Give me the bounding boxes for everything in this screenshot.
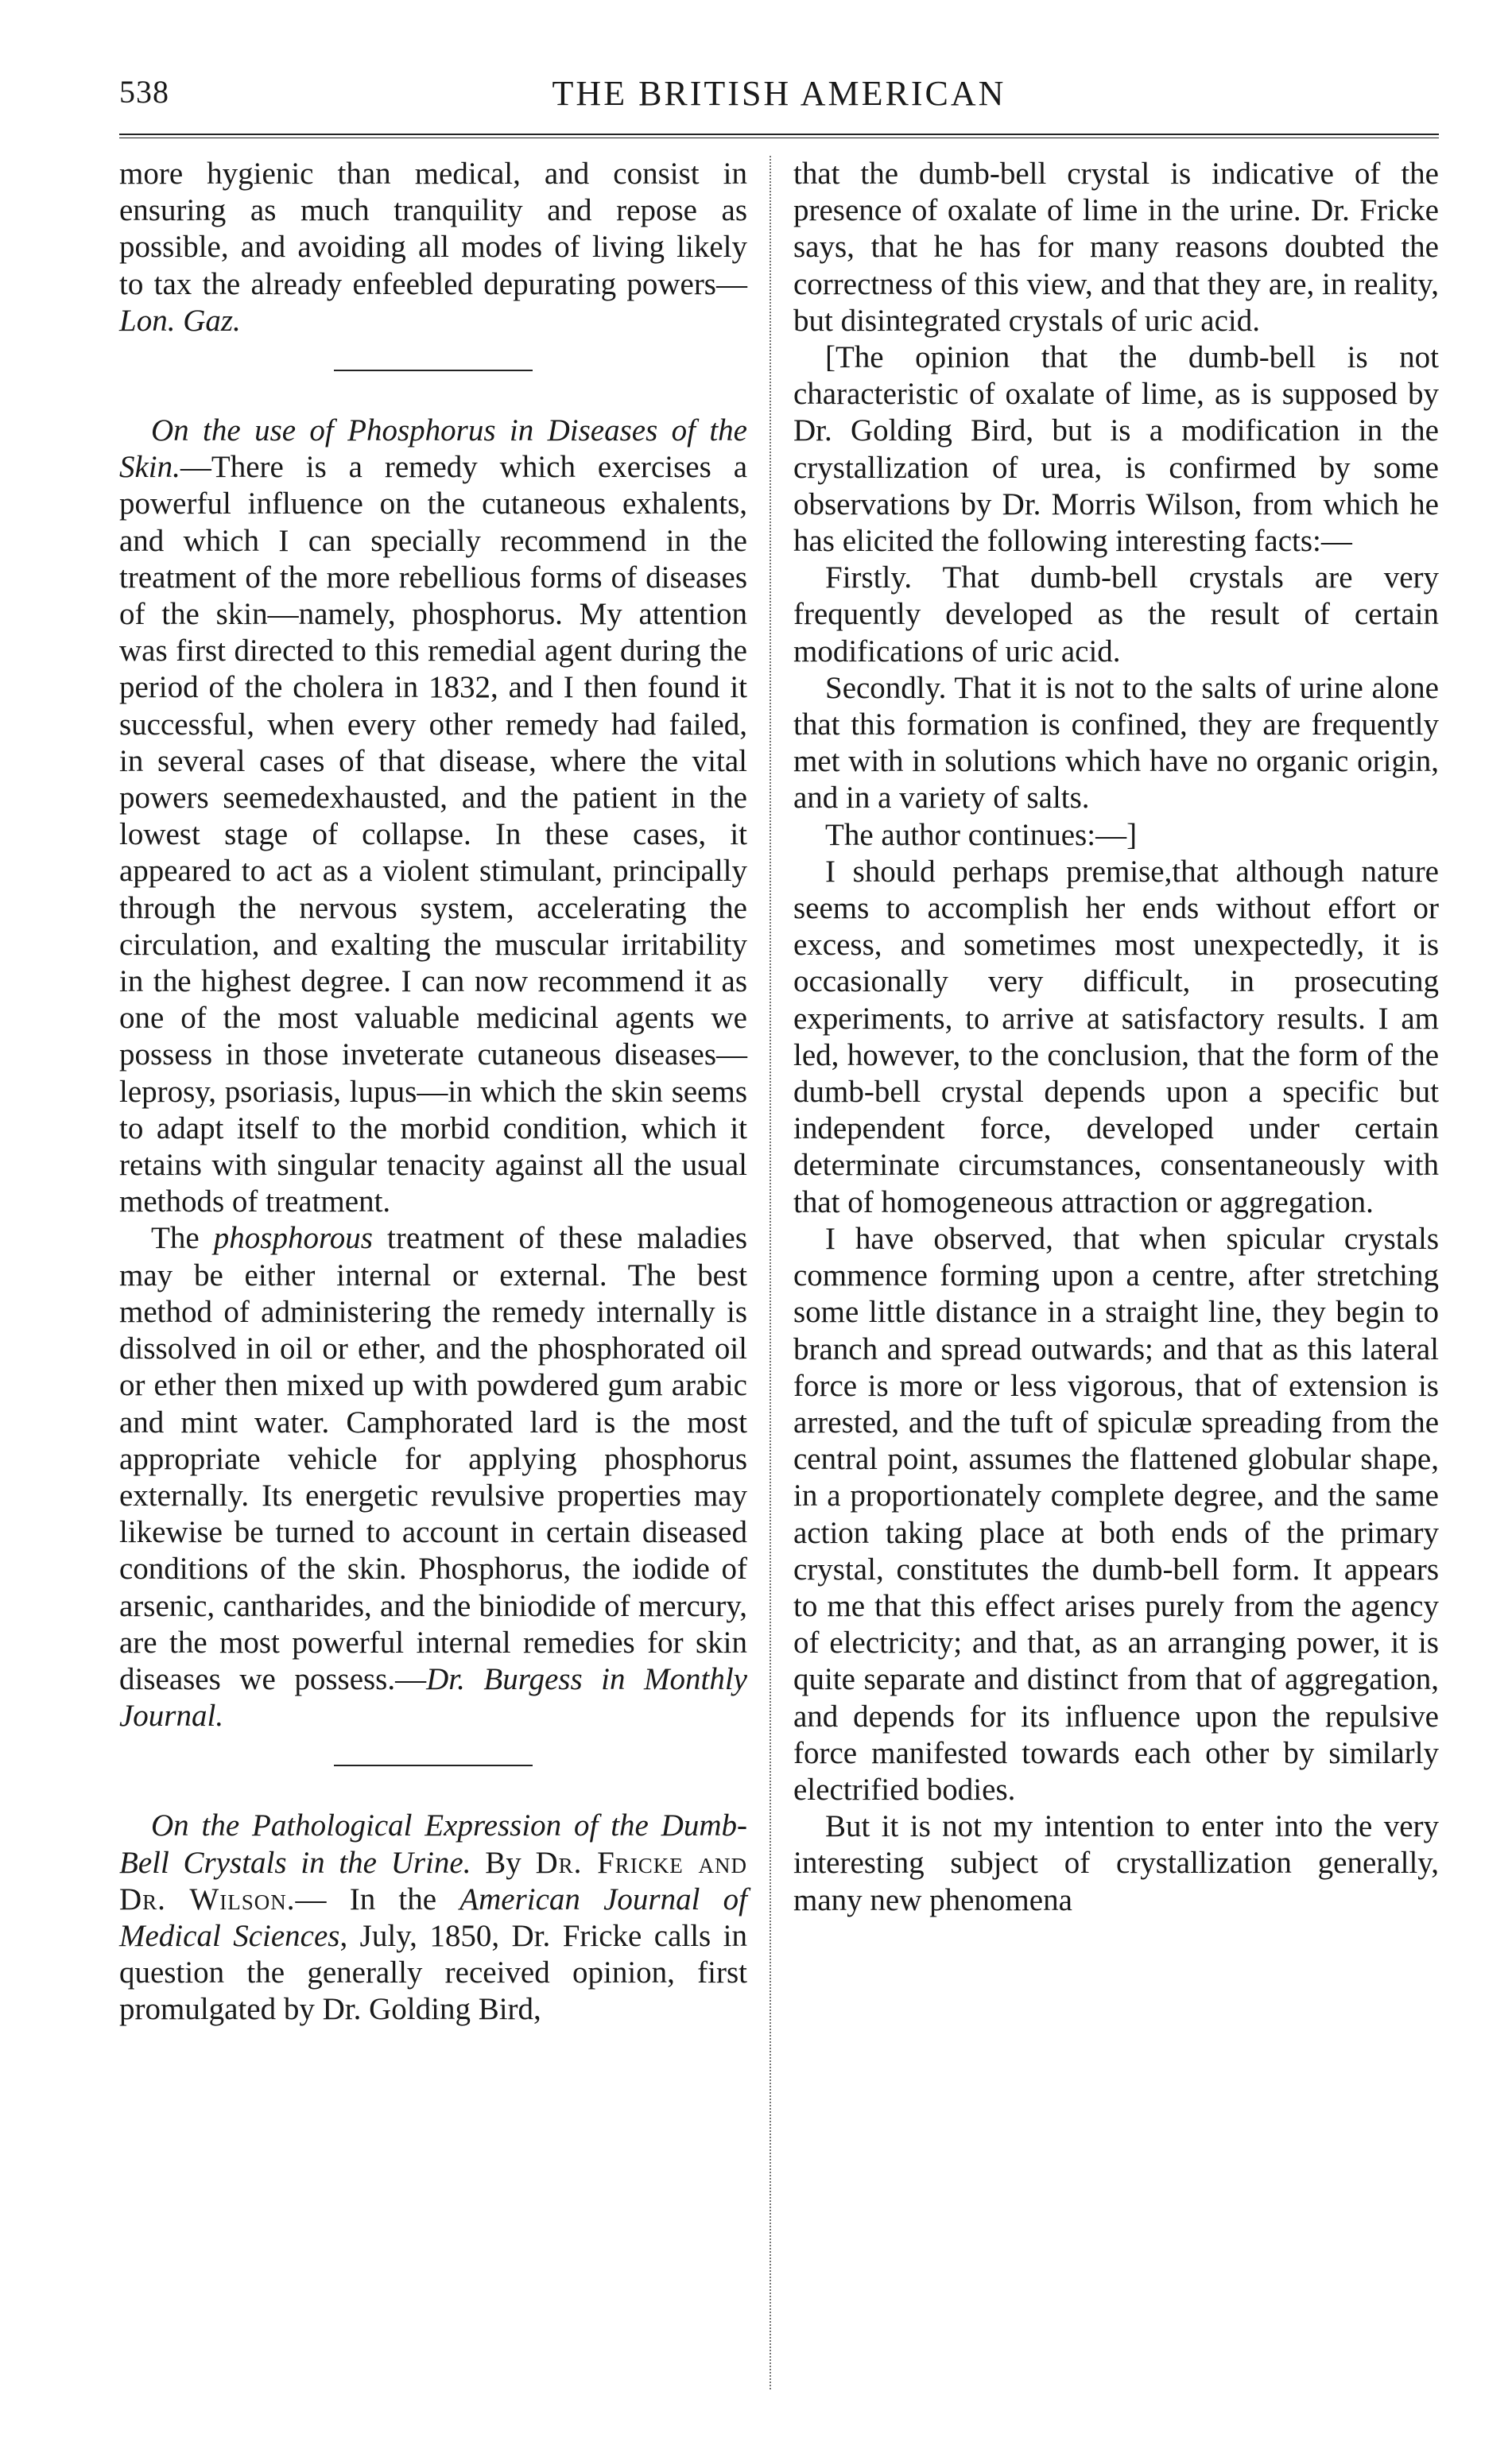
phosphorus-source: Dr. Burgess in Monthly Journal. — [119, 1661, 747, 1734]
right-paragraph-3: Firstly. That dumb-bell crystals are very frequently developed as the result of certain modifications of uric acid. — [793, 560, 1439, 669]
dumbbell-authors: Dr. Fricke and Dr. Wilson. — [119, 1845, 747, 1916]
dumbbell-article-title: On the Pathological Expression of the Dumb-Bell Crystals in the Urine. — [119, 1808, 747, 1880]
phosphorus-p2-text: treatment of these maladies may be either internal or external. The best method of administering the remedy internally is dissolved in oil or ether, and the phosphorated oil or ether then mixed up with powdered gum arabic and mint water. Camphorated lard is the most appropriate vehicle for applying phosphorus externally. Its energetic revulsive properties may likewise be turned to account in certain diseased conditions of the skin. Phosphorus, the iodide of arsenic, cantharides, and the biniodide of mercury, are the most powerful internal remedies for skin diseases we possess.— — [119, 1221, 747, 1696]
right-paragraph-7: I have observed, that when spicular crystals commence forming upon a centre, after stretching some little distance in a straight line, they begin to branch and spread outwards; and that as this lateral force is more or less vigorous, that of extension is arrested, and the tuft of spiculæ spreading from the central point, assumes the flattened globular shape, in a proportionately complete degree, and the same action taking place at both ends of the primary crystal, constitutes the dumb-bell form. It appears to me that this effect arises purely from the agency of electricity; and that, as an arranging power, it is quite separate and distinct from that of aggregation, and depends for its influence upon the repulsive force manifested towards each other by similarly electrified bodies. — [793, 1221, 1439, 1807]
page-header — [119, 73, 1439, 121]
phosphorus-paragraph-1: —There is a remedy which exercises a powerful influence on the cutaneous exhalents, and which I can specially recommend in the treatment of the more rebellious forms of diseases of the skin—namely, phosphorus. My attention was first directed to this remedial agent during the period of the cholera in 1832, and I then found it successful, when every other remedy had failed, in several cases of that disease, where the vital powers seemedexhausted, and the patient in the lowest stage of collapse. In these cases, it appeared to act as a violent stimulant, principally through the nervous system, accelerating the circulation, and exalting the muscular irritability in the highest degree. I can now recommend it as one of the most valuable medicinal agents we possess in those inveterate cutaneous diseases—leprosy, psoriasis, lupus—in which the skin seems to adapt itself to the morbid condition, which it retains with singular tenacity against all the usual methods of treatment. — [119, 450, 747, 1219]
right-paragraph-6: I should perhaps premise,that although nature seems to accomplish her ends without effort or excess, and sometimes most unexpectedly, it is occasionally very difficult, in prosecuting experiments, to arrive at satisfactory results. I am led, however, to the conclusion, that the form of the dumb-bell crystal depends upon a specific but independent force, developed under certain determinate circumstances, consentaneously with that of homogeneous attraction or aggregation. — [793, 854, 1439, 1219]
phosphorus-p2-italic: phosphorous — [213, 1221, 373, 1256]
right-column — [793, 156, 1439, 1919]
column-divider — [770, 156, 771, 2389]
continuation-source: Lon. Gaz. — [119, 303, 241, 338]
phosphorus-article-title: On the use of Phosphorus in Diseases of the Skin. — [119, 413, 747, 485]
running-title: THE BRITISH AMERICAN — [552, 74, 1006, 113]
right-paragraph-8: But it is not my intention to enter into the very interesting subject of crystallization generally, many new phenomena — [793, 1809, 1439, 1917]
dumbbell-by: By — [471, 1845, 536, 1880]
section-separator — [334, 1765, 533, 1766]
page-number: 538 — [119, 74, 169, 110]
article-continuation — [119, 156, 747, 339]
right-paragraph-4: Secondly. That it is not to the salts of urine alone that this formation is confined, they are frequently met with in solutions which have no organic origin, and in a variety of salts. — [793, 670, 1439, 816]
dumbbell-article-lead — [119, 1808, 747, 2028]
header-rule — [119, 134, 1439, 138]
continuation-text: more hygienic than medical, and consist in ensuring as much tranquility and repose as possible, and avoiding all modes of living likely to tax the already enfeebled depurating powers— — [119, 157, 747, 301]
right-paragraph-2: [The opinion that the dumb-bell is not characteristic of oxalate of lime, as is supposed by Dr. Golding Bird, but is a modification in the crystallization of urea, is confirmed by some observations by Dr. Morris Wilson, from which he has elicited the following interesting facts:— — [793, 340, 1439, 559]
right-paragraph-1: that the dumb-bell crystal is indicative of the presence of oxalate of lime in the urine. Dr. Fricke says, that he has for many reasons doubted the correctness of this view, and that they are, in reality, but disintegrated crystals of uric acid. — [793, 157, 1439, 338]
left-column — [119, 156, 747, 2029]
phosphorus-paragraph-2 — [119, 1220, 747, 1734]
section-separator — [334, 370, 533, 371]
journal-name: American Journal of Medical Sciences — [119, 1882, 747, 1953]
phosphorus-article-lead — [119, 413, 747, 1220]
phosphorus-p2-lead: The — [151, 1221, 214, 1256]
dumbbell-intro-a: — In the — [295, 1882, 460, 1916]
dumbbell-intro-b: , July, 1850, Dr. Fricke calls in question the generally received opinion, first promulgated by Dr. Golding Bird, — [119, 1918, 747, 2027]
right-paragraph-5: The author continues:—] — [825, 817, 1138, 852]
